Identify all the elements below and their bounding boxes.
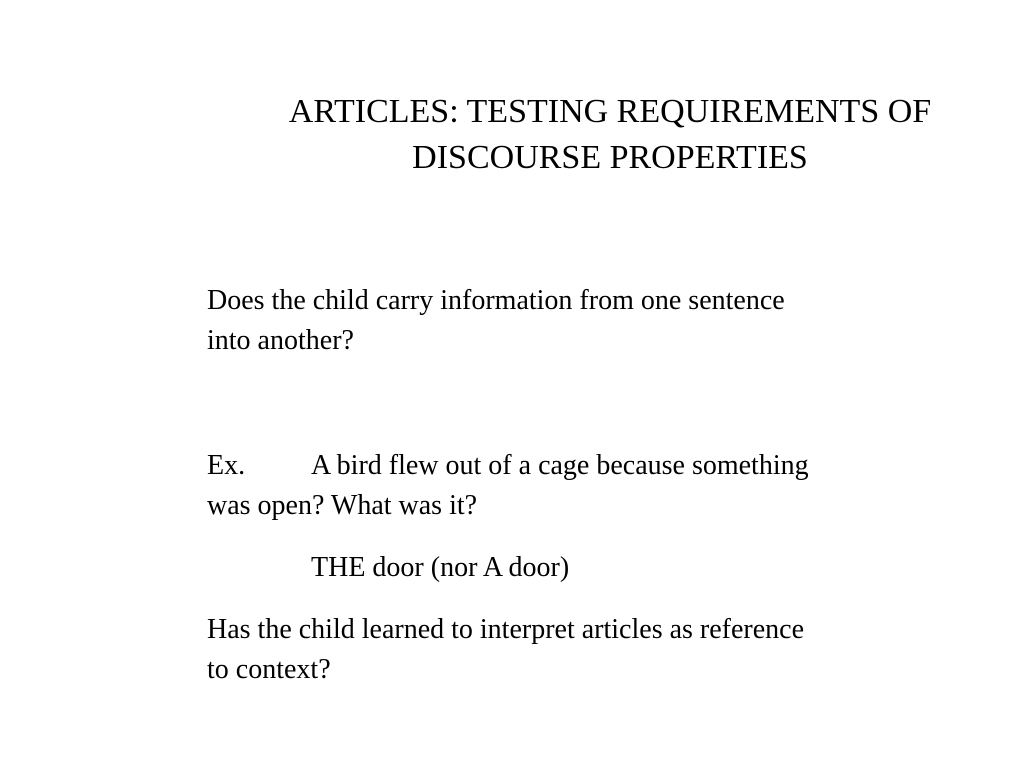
example-label: Ex.	[207, 450, 246, 481]
question-1-line-2: into another?	[207, 325, 354, 356]
slide-title	[200, 89, 1020, 181]
example-line-1	[207, 446, 809, 486]
question-2-line-2: to context?	[207, 654, 331, 685]
question-2-line-1: Has the child learned to interpret articles as reference	[207, 614, 805, 645]
example-answer: THE door (nor A door)	[311, 552, 570, 583]
title-line-1: ARTICLES: TESTING REQUIREMENTS OF	[288, 93, 932, 130]
title-line-2: DISCOURSE PROPERTIES	[412, 139, 808, 176]
example-line-2: was open? What was it?	[207, 490, 478, 521]
question-1-line-1: Does the child carry information from one sentence	[207, 285, 785, 316]
example-text-1: A bird flew out of a cage because something	[311, 450, 809, 481]
